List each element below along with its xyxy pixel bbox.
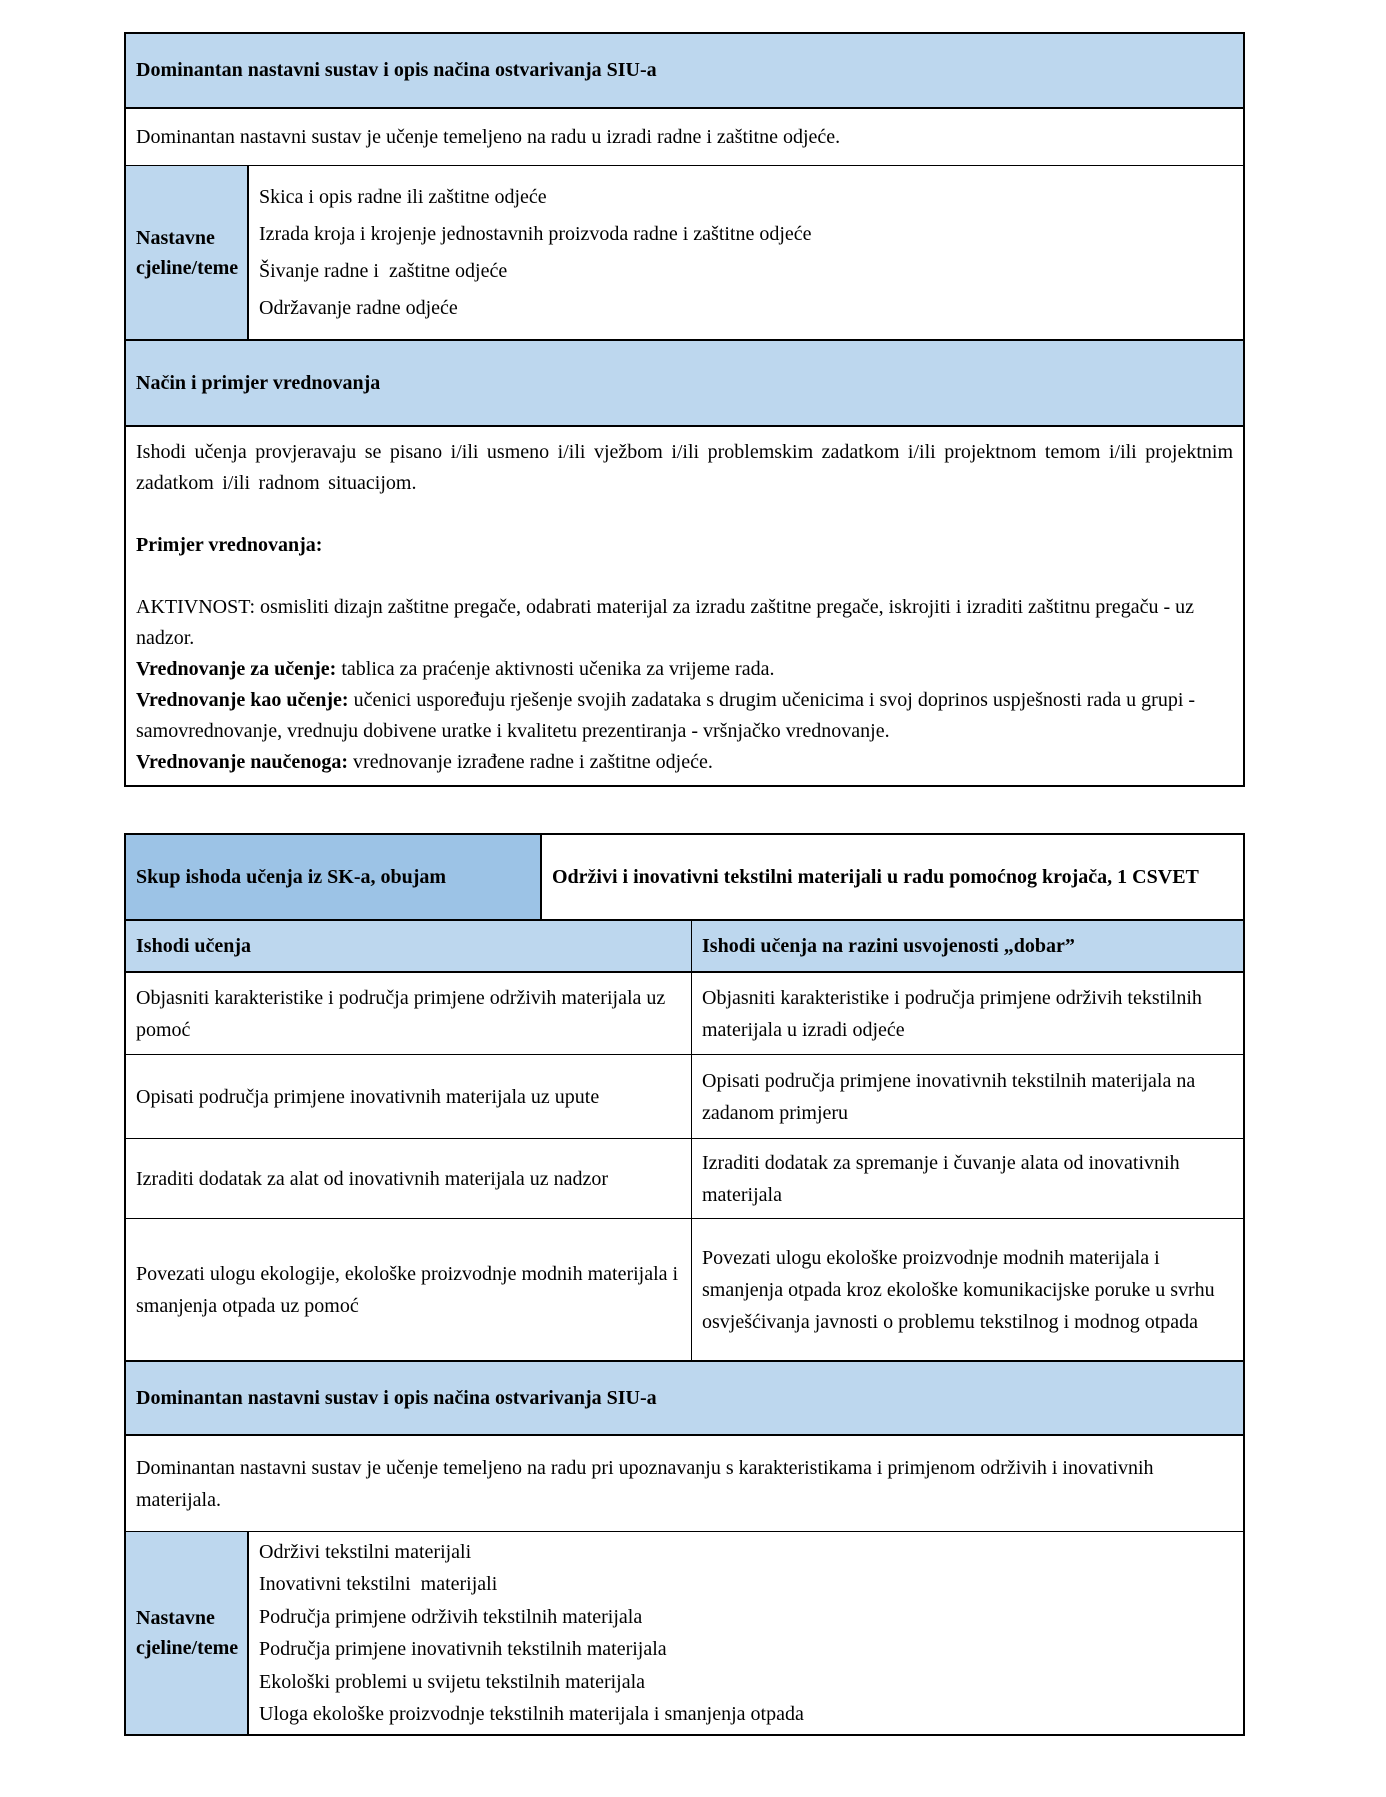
table2-outcome-row-1 bbox=[126, 971, 1243, 1054]
table2-teaching-units-row bbox=[126, 1531, 1243, 1734]
for-learning-text: tablica za praćenje aktivnosti učenika za vrijeme rada. bbox=[341, 658, 775, 680]
good-level-cell: Povezati ulogu ekološke proizvodnje modnih materijala i smanjenja otpada kroz ekološke komunikacijske poruke u svrhu osvješćivanja javnosti o problemu tekstilnog i modnog otpada bbox=[702, 1246, 1215, 1333]
evaluation-for-learning bbox=[136, 654, 1233, 685]
teaching-unit-item: Područja primjene inovativnih tekstilnih materijala bbox=[259, 1638, 667, 1661]
table2-outcome-row-3 bbox=[126, 1138, 1243, 1218]
teaching-unit-item: Održavanje radne odjeće bbox=[259, 296, 458, 319]
table1-header-dominant-system-row bbox=[126, 34, 1243, 107]
teaching-unit-item: Održivi tekstilni materijali bbox=[259, 1541, 472, 1563]
table2-outcome-row-2 bbox=[126, 1054, 1243, 1138]
table1-evaluation-content bbox=[126, 427, 1243, 785]
evaluation-example-label: Primjer vrednovanja: bbox=[136, 534, 323, 556]
table2-header-dominant-system-row bbox=[126, 1360, 1243, 1434]
evaluation-intro: Ishodi učenja provjeravaju se pisano i/ili usmeno i/ili vježbom i/ili problemskim zadatkom i/ili projektnom temom i/ili projektnim zadatkom i/ili radnom situacijom. bbox=[136, 441, 1233, 494]
table2-outcome-row-4 bbox=[126, 1218, 1243, 1360]
table2-column-headers-row bbox=[126, 919, 1243, 971]
table1-header-dominant-system: Dominantan nastavni sustav i opis načina ostvarivanja SIU-a bbox=[126, 34, 1243, 107]
of-learned-label: Vrednovanje naučenoga: bbox=[136, 751, 349, 773]
table1-dominant-text-row bbox=[126, 107, 1243, 165]
teaching-unit-item: Uloga ekološke proizvodnje tekstilnih materijala i smanjenja otpada bbox=[259, 1702, 804, 1725]
teaching-unit-item: Izrada kroja i krojenje jednostavnih proizvoda radne i zaštitne odjeće bbox=[259, 222, 812, 245]
table-work-protective-clothing bbox=[124, 32, 1245, 787]
table1-evaluation-row bbox=[126, 425, 1243, 785]
table-sustainable-innovative-materials bbox=[124, 833, 1245, 1736]
outcome-cell: Povezati ulogu ekologije, ekološke proizvodnje modnih materijala i smanjenja otpada uz pomoć bbox=[126, 1219, 692, 1360]
evaluation-activity: AKTIVNOST: osmisliti dizajn zaštitne pregače, odabrati materijal za izradu zaštitne pregače, iskrojiti i izraditi zaštitnu pregaču - uz nadzor. bbox=[136, 596, 1195, 649]
teaching-unit-item: Inovativni tekstilni materijali bbox=[259, 1573, 498, 1596]
table2-lo-set-value: Održivi i inovativni tekstilni materijali u radu pomoćnog krojača, 1 CSVET bbox=[552, 865, 1199, 888]
table2-col2-header: Ishodi učenja na razini usvojenosti „dobar” bbox=[692, 921, 1243, 971]
outcome-cell: Opisati područja primjene inovativnih materijala uz upute bbox=[126, 1055, 692, 1138]
teaching-unit-item: Ekološki problemi u svijetu tekstilnih materijala bbox=[259, 1670, 646, 1693]
evaluation-as-learning bbox=[136, 685, 1233, 747]
good-level-cell: Opisati područja primjene inovativnih tekstilnih materijala na zadanom primjeru bbox=[702, 1069, 1196, 1124]
table2-dominant-text-row bbox=[126, 1434, 1243, 1531]
table1-teaching-units-list bbox=[249, 166, 1243, 339]
table2-lo-set-label: Skup ishoda učenja iz SK-a, obujam bbox=[126, 835, 542, 919]
table2-col1-header: Ishodi učenja bbox=[126, 921, 692, 971]
table2-teaching-units-list bbox=[249, 1532, 1243, 1734]
table1-dominant-text: Dominantan nastavni sustav je učenje temeljeno na radu u izradi radne i zaštitne odjeće. bbox=[136, 125, 841, 148]
as-learning-text: učenici uspoređuju rješenje svojih zadataka s drugim učenicima i svoj doprinos uspješnosti rada u grupi - samovrednovanje, vrednuju dobivene uratke i kvalitetu prezentiranja - vršnjačko vrednovanje. bbox=[136, 689, 1196, 742]
good-level-cell: Objasniti karakteristike i područja primjene održivih tekstilnih materijala u izradi odjeće bbox=[702, 986, 1202, 1041]
table2-lo-set-row bbox=[126, 835, 1243, 919]
of-learned-text: vrednovanje izrađene radne i zaštitne odjeće. bbox=[353, 751, 713, 773]
table2-teaching-units-label: Nastavne cjeline/teme bbox=[126, 1532, 249, 1734]
table2-dominant-text: Dominantan nastavni sustav je učenje temeljeno na radu pri upoznavanju s karakteristikama i primjenom održivih i inovativnih materijala. bbox=[136, 1456, 1154, 1511]
teaching-unit-item: Skica i opis radne ili zaštitne odjeće bbox=[259, 185, 547, 208]
evaluation-of-learned bbox=[136, 747, 1233, 778]
outcome-cell: Objasniti karakteristike i područja primjene održivih materijala uz pomoć bbox=[126, 973, 692, 1054]
outcome-cell: Izraditi dodatak za alat od inovativnih materijala uz nadzor bbox=[126, 1139, 692, 1218]
table1-header-evaluation-row bbox=[126, 339, 1243, 425]
good-level-cell: Izraditi dodatak za spremanje i čuvanje alata od inovativnih materijala bbox=[702, 1151, 1180, 1206]
table1-teaching-units-row bbox=[126, 165, 1243, 339]
teaching-unit-item: Šivanje radne i zaštitne odjeće bbox=[259, 259, 508, 282]
table2-header-dominant-system: Dominantan nastavni sustav i opis načina ostvarivanja SIU-a bbox=[126, 1362, 1243, 1434]
for-learning-label: Vrednovanje za učenje: bbox=[136, 658, 337, 680]
teaching-unit-item: Područja primjene održivih tekstilnih materijala bbox=[259, 1605, 643, 1628]
as-learning-label: Vrednovanje kao učenje: bbox=[136, 689, 349, 711]
table1-teaching-units-label: Nastavne cjeline/teme bbox=[126, 166, 249, 339]
table1-header-evaluation: Način i primjer vrednovanja bbox=[126, 341, 1243, 425]
